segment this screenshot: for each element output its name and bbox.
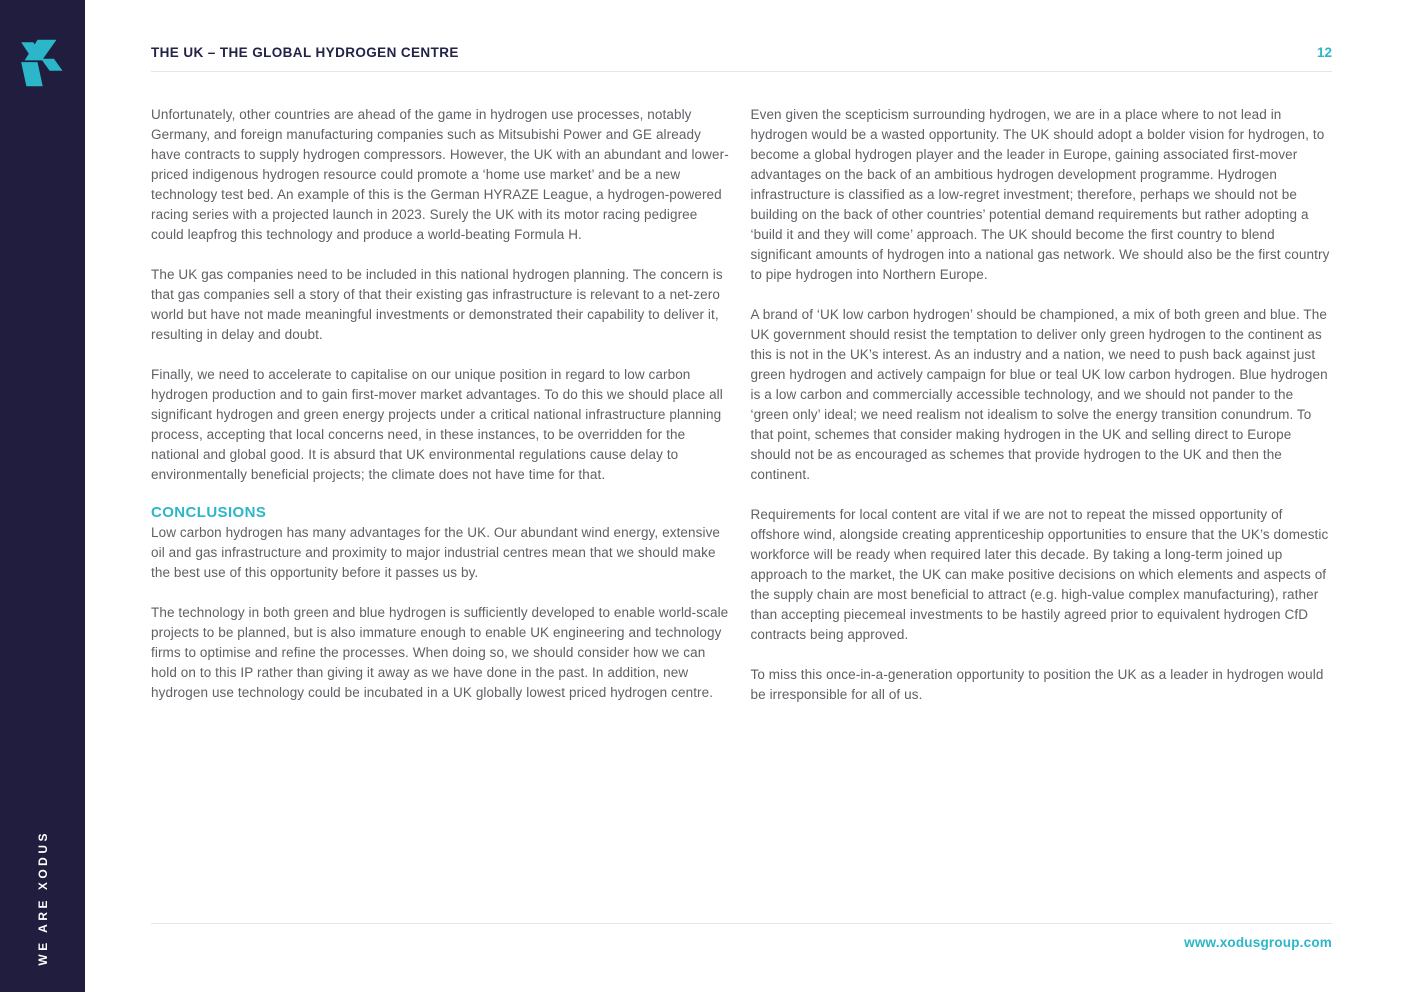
- paragraph: The technology in both green and blue hydrogen is sufficiently developed to enable world-scale projects to be planned, but is also immature enough to enable UK engineering and technology firms to optimise and refine the processes. When doing so, we should consider how we can hold on to this IP rather than giving it away as we have done in the past. In addition, new hydrogen use technology could be incubated in a UK globally lowest priced hydrogen centre.: [151, 605, 729, 700]
- paragraph: The UK gas companies need to be included in this national hydrogen planning. The concern is that gas companies sell a story of that their existing gas infrastructure is relevant to a net-zero world but have not made meaningful investments or demonstrated their capability to deliver it, resulting in delay and doubt.: [151, 267, 723, 342]
- page-header: [151, 0, 1332, 72]
- footer-website-link[interactable]: www.xodusgroup.com: [1184, 935, 1332, 950]
- page-number: 12: [1316, 45, 1332, 60]
- page-footer: [151, 923, 1332, 952]
- paragraph: A brand of ‘UK low carbon hydrogen’ should be championed, a mix of both green and blue. The UK government should resist the temptation to deliver only green hydrogen to the continent as this is not in the UK’s interest. As an industry and a nation, we need to push back against just green hydrogen and actively campaign for blue or teal UK low carbon hydrogen. Blue hydrogen is a low carbon and commercially accessible technology, and we should not pander to the ‘green only’ ideal; we need realism not idealism to solve the energy transition conundrum. To that point, schemes that consider making hydrogen in the UK and selling direct to Europe should not be as encouraged as schemes that provide hydrogen to the UK and then the continent.: [750, 307, 1328, 482]
- xodus-logo-icon: [16, 34, 66, 97]
- page-content: [151, 0, 1332, 992]
- page-header-title: THE UK – THE GLOBAL HYDROGEN CENTRE: [151, 45, 459, 60]
- conclusions-heading: CONCLUSIONS: [151, 504, 267, 521]
- sidebar-vertical-text: WE ARE XODUS: [35, 830, 50, 966]
- sidebar: [0, 0, 85, 992]
- paragraph: Low carbon hydrogen has many advantages for the UK. Our abundant wind energy, extensive oil and gas infrastructure and proximity to major industrial centres mean that we should make the best use of this opportunity before it passes us by.: [151, 525, 721, 580]
- paragraph: Requirements for local content are vital if we are not to repeat the missed opportunity of offshore wind, alongside creating apprenticeship opportunities to ensure that the UK’s domestic workforce will be ready when required later this decade. By taking a long-term joined up approach to the market, the UK can make positive decisions on which elements and aspects of the supply chain are most beneficial to attract (e.g. high-value complex manufacturing), rather than accepting piecemeal investments to be hastily agreed prior to equivalent hydrogen CfD contracts being approved.: [750, 507, 1329, 642]
- right-column: [751, 105, 1333, 725]
- paragraph: Finally, we need to accelerate to capitalise on our unique position in regard to low carbon hydrogen production and to gain first-mover market advantages. To do this we should place all significant hydrogen and green energy projects under a critical national infrastructure planning process, accepting that local concerns need, in these instances, to be overridden for the national and global good. It is absurd that UK environmental regulations cause delay to environmentally beneficial projects; the climate does not have time for that.: [151, 367, 723, 482]
- paragraph: Even given the scepticism surrounding hydrogen, we are in a place where to not lead in hydrogen would be a wasted opportunity. The UK should adopt a bolder vision for hydrogen, to become a global hydrogen player and the leader in Europe, gaining associated first-mover advantages on the back of an ambitious hydrogen development programme. Hydrogen infrastructure is classified as a low-regret investment; therefore, perhaps we should not be building on the back of other countries’ potential demand requirements but rather adopting a ‘build it and they will come’ approach. The UK should become the first country to blend significant amounts of hydrogen into a national gas network. We should also be the first country to pipe hydrogen into Northern Europe.: [750, 107, 1330, 282]
- left-column: [151, 105, 733, 725]
- paragraph: Unfortunately, other countries are ahead of the game in hydrogen use processes, notably Germany, and foreign manufacturing companies such as Mitsubishi Power and GE already have contracts to supply hydrogen compressors. However, the UK with an abundant and lower-priced indigenous hydrogen resource could promote a ‘home use market’ and be a new technology test bed. An example of this is the German HYRAZE League, a hydrogen-powered racing series with a projected launch in 2023. Surely the UK with its motor racing pedigree could leapfrog this technology and produce a world-beating Formula H.: [151, 107, 729, 242]
- paragraph: To miss this once-in-a-generation opportunity to position the UK as a leader in hydrogen would be irresponsible for all of us.: [750, 667, 1324, 702]
- text-columns: [151, 105, 1332, 725]
